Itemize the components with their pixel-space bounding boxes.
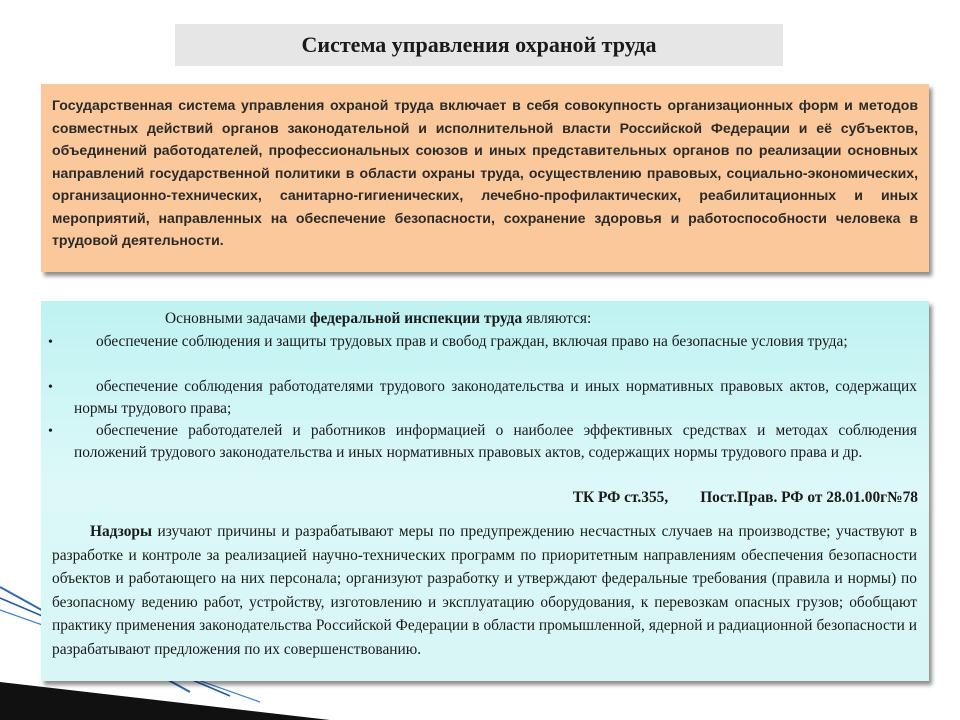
bullet-marker: • <box>48 424 53 439</box>
bullet-marker: • <box>48 335 53 350</box>
tasks-intro-bold: федеральной инспекции труда <box>309 310 523 327</box>
tasks-intro-end: являются: <box>522 310 592 327</box>
definition-text: Государственная система управления охраной труда включает в себя совокупность организационных форм и методов совместных действий органов законодательной и исполнительной власти Российской Федерации и её субъектов, объединений работодателей, профессиональных союзов и иных представительных органов по реализации основных направлений государственной политики в области охраны труда, осуществлению правовых, социально-экономических, организационно-технических, санитарно-гигиенических, лечебно-профилактических, реабилитационных и иных мероприятий, направленных на обеспечение безопасности, сохранение здоровья и работоспособности человека в трудовой деятельности. <box>52 97 918 248</box>
reference-labor-code: ТК РФ ст.355, <box>572 489 669 506</box>
task-item: обеспечение работодателей и работников информацией о наиболее эффективных средствах и методах соблюдения положений трудового законодательства и иных нормативных правовых актов, содержащих нормы трудового права и др. <box>74 422 917 461</box>
tasks-intro-start: Основными задачами <box>165 310 310 327</box>
task-item: обеспечение соблюдения работодателями трудового законодательства и иных нормативных правовых актов, содержащих нормы трудового права; <box>74 378 917 417</box>
title-banner <box>175 24 783 66</box>
tasks-intro <box>165 309 591 329</box>
supervision-bold-word: Надзоры <box>90 523 153 540</box>
definition-box <box>41 84 929 272</box>
supervision-text: изучают причины и разрабатывают меры по предупреждению несчастных случаев на производстве; участвуют в разработке и контроле за реализацией научно-технических программ по приоритетным направлениям обеспечения безопасности объектов и работающего на них персонала; организуют разработку и утверждают федеральные требования (правила и нормы) по безопасному ведению работ, устройству, изготовлению и эксплуатацию оборудования, к перевозкам опасных грузов; обобщают практику применения законодательства Российской Федерации в области промышленной, ядерной и радиационной безопасности и разрабатывают предложения по их совершенствованию. <box>52 523 917 658</box>
legal-reference <box>573 488 918 508</box>
bullet-marker: • <box>48 380 53 395</box>
reference-government-decree: Пост.Прав. РФ от 28.01.00г№78 <box>700 489 918 506</box>
dark-swoosh <box>0 682 330 720</box>
slide-title: Система управления охраной труда <box>301 32 657 57</box>
tasks-box <box>41 301 929 681</box>
supervision-paragraph <box>52 520 917 661</box>
task-item: обеспечение соблюдения и защиты трудовых прав и свобод граждан, включая право на безопасные условия труда; <box>96 333 848 350</box>
